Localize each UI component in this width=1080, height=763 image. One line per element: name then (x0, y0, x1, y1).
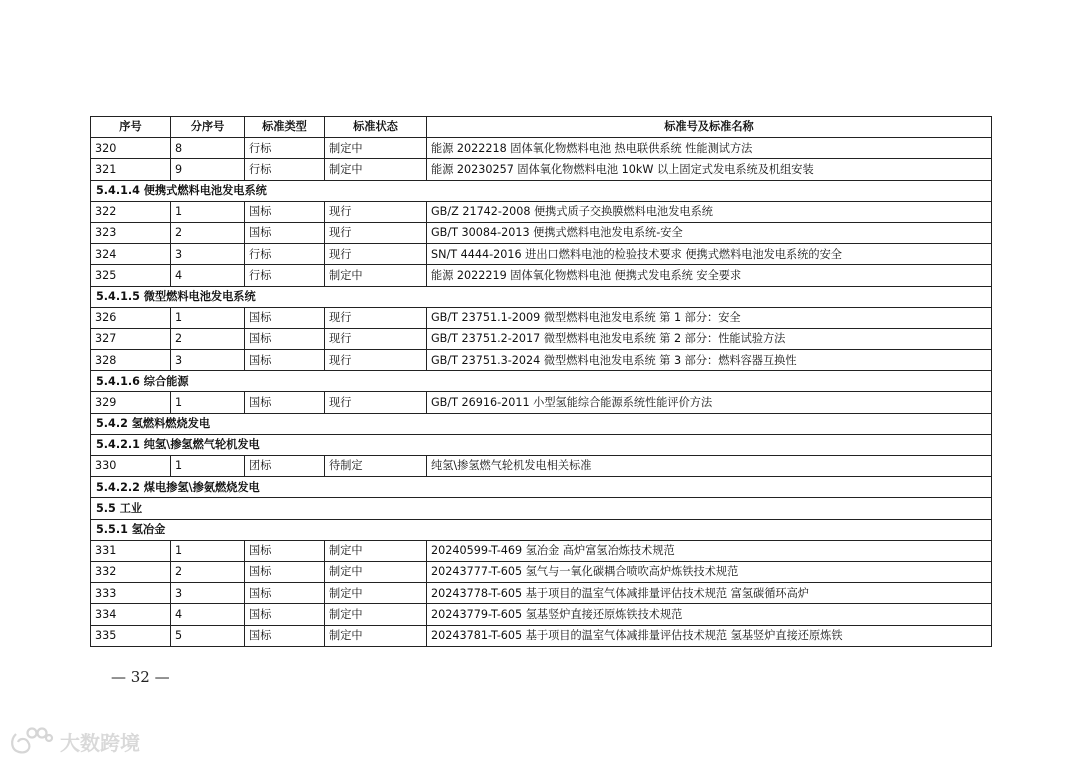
cell-subseq: 1 (171, 456, 245, 477)
cell-standard-name: 20243778-T-605 基于项目的温室气体减排量评估技术规范 富氢碳循环高炉 (427, 583, 992, 604)
table-row (91, 625, 992, 646)
cell-type: 国标 (245, 222, 325, 243)
cell-status: 现行 (325, 244, 427, 265)
table-row (91, 159, 992, 180)
cell-type: 国标 (245, 561, 325, 582)
section-heading: 5.5 工业 (91, 498, 992, 519)
cell-subseq: 1 (171, 540, 245, 561)
cell-status: 现行 (325, 350, 427, 371)
standards-table (90, 116, 992, 647)
header-type: 标准类型 (245, 117, 325, 138)
cell-subseq: 2 (171, 328, 245, 349)
cell-seq: 333 (91, 583, 171, 604)
table-row (91, 561, 992, 582)
cell-status: 制定中 (325, 138, 427, 159)
cell-type: 国标 (245, 201, 325, 222)
cell-type: 国标 (245, 307, 325, 328)
cell-status: 现行 (325, 328, 427, 349)
cell-status: 制定中 (325, 265, 427, 286)
cell-status: 待制定 (325, 456, 427, 477)
page-number: — 32 — (111, 668, 170, 686)
cell-standard-name: 能源 20230257 固体氧化物燃料电池 10kW 以上固定式发电系统及机组安装 (427, 159, 992, 180)
cell-type: 团标 (245, 456, 325, 477)
section-heading: 5.4.2.1 纯氢\掺氢燃气轮机发电 (91, 434, 992, 455)
cell-standard-name: 20243781-T-605 基于项目的温室气体减排量评估技术规范 氢基竖炉直接还原炼铁 (427, 625, 992, 646)
header-status: 标准状态 (325, 117, 427, 138)
table-row (91, 392, 992, 413)
section-row (91, 434, 992, 455)
cell-standard-name: GB/T 23751.3-2024 微型燃料电池发电系统 第 3 部分：燃料容器互换性 (427, 350, 992, 371)
cell-seq: 326 (91, 307, 171, 328)
cell-standard-name: 20243779-T-605 氢基竖炉直接还原炼铁技术规范 (427, 604, 992, 625)
cell-subseq: 3 (171, 583, 245, 604)
cell-seq: 335 (91, 625, 171, 646)
table-header-row (91, 117, 992, 138)
cell-status: 现行 (325, 392, 427, 413)
watermark (8, 726, 140, 756)
cell-subseq: 1 (171, 392, 245, 413)
section-row (91, 498, 992, 519)
section-heading: 5.5.1 氢冶金 (91, 519, 992, 540)
cell-status: 制定中 (325, 583, 427, 604)
table-row (91, 583, 992, 604)
cell-standard-name: SN/T 4444-2016 进出口燃料电池的检验技术要求 便携式燃料电池发电系统的安全 (427, 244, 992, 265)
table-row (91, 328, 992, 349)
cell-seq: 322 (91, 201, 171, 222)
cell-seq: 328 (91, 350, 171, 371)
cell-type: 国标 (245, 625, 325, 646)
cell-standard-name: 20243777-T-605 氢气与一氧化碳耦合喷吹高炉炼铁技术规范 (427, 561, 992, 582)
cell-subseq: 9 (171, 159, 245, 180)
cell-seq: 325 (91, 265, 171, 286)
cell-status: 现行 (325, 307, 427, 328)
cell-standard-name: GB/T 30084-2013 便携式燃料电池发电系统-安全 (427, 222, 992, 243)
section-row (91, 519, 992, 540)
table-row (91, 201, 992, 222)
cell-subseq: 1 (171, 201, 245, 222)
section-heading: 5.4.1.6 综合能源 (91, 371, 992, 392)
cell-status: 制定中 (325, 561, 427, 582)
cell-standard-name: GB/T 26916-2011 小型氢能综合能源系统性能评价方法 (427, 392, 992, 413)
cell-status: 制定中 (325, 159, 427, 180)
cell-seq: 331 (91, 540, 171, 561)
section-heading: 5.4.1.4 便携式燃料电池发电系统 (91, 180, 992, 201)
cell-seq: 334 (91, 604, 171, 625)
cell-status: 制定中 (325, 625, 427, 646)
header-seq: 序号 (91, 117, 171, 138)
cell-subseq: 5 (171, 625, 245, 646)
cell-type: 国标 (245, 540, 325, 561)
cell-standard-name: GB/Z 21742-2008 便携式质子交换膜燃料电池发电系统 (427, 201, 992, 222)
section-row (91, 413, 992, 434)
section-row (91, 180, 992, 201)
cell-subseq: 4 (171, 265, 245, 286)
section-heading: 5.4.2 氢燃料燃烧发电 (91, 413, 992, 434)
cell-status: 现行 (325, 222, 427, 243)
section-row (91, 286, 992, 307)
cell-status: 制定中 (325, 604, 427, 625)
cell-type: 行标 (245, 159, 325, 180)
cell-subseq: 3 (171, 244, 245, 265)
cell-standard-name: 能源 2022219 固体氧化物燃料电池 便携式发电系统 安全要求 (427, 265, 992, 286)
cell-seq: 321 (91, 159, 171, 180)
table-row (91, 350, 992, 371)
weibo-logo-icon (8, 726, 54, 756)
header-name: 标准号及标准名称 (427, 117, 992, 138)
cell-seq: 320 (91, 138, 171, 159)
section-row (91, 371, 992, 392)
table-row (91, 265, 992, 286)
cell-subseq: 1 (171, 307, 245, 328)
cell-seq: 324 (91, 244, 171, 265)
cell-subseq: 8 (171, 138, 245, 159)
cell-subseq: 2 (171, 222, 245, 243)
cell-standard-name: 能源 2022218 固体氧化物燃料电池 热电联供系统 性能测试方法 (427, 138, 992, 159)
section-heading: 5.4.1.5 微型燃料电池发电系统 (91, 286, 992, 307)
watermark-text: 大数跨境 (60, 730, 140, 755)
section-heading: 5.4.2.2 煤电掺氢\掺氨燃烧发电 (91, 477, 992, 498)
cell-type: 行标 (245, 244, 325, 265)
cell-standard-name: 纯氢\掺氢燃气轮机发电相关标准 (427, 456, 992, 477)
cell-type: 国标 (245, 583, 325, 604)
table-body (91, 138, 992, 647)
cell-type: 行标 (245, 265, 325, 286)
table-row (91, 138, 992, 159)
cell-type: 国标 (245, 328, 325, 349)
cell-seq: 329 (91, 392, 171, 413)
cell-type: 国标 (245, 350, 325, 371)
table-row (91, 307, 992, 328)
table-row (91, 604, 992, 625)
cell-standard-name: GB/T 23751.2-2017 微型燃料电池发电系统 第 2 部分：性能试验方法 (427, 328, 992, 349)
table-row (91, 222, 992, 243)
cell-seq: 330 (91, 456, 171, 477)
cell-standard-name: 20240599-T-469 氢冶金 高炉富氢冶炼技术规范 (427, 540, 992, 561)
cell-seq: 323 (91, 222, 171, 243)
cell-subseq: 2 (171, 561, 245, 582)
cell-status: 现行 (325, 201, 427, 222)
cell-type: 国标 (245, 604, 325, 625)
table-row (91, 244, 992, 265)
section-row (91, 477, 992, 498)
cell-standard-name: GB/T 23751.1-2009 微型燃料电池发电系统 第 1 部分：安全 (427, 307, 992, 328)
cell-subseq: 4 (171, 604, 245, 625)
cell-seq: 327 (91, 328, 171, 349)
table-row (91, 456, 992, 477)
cell-status: 制定中 (325, 540, 427, 561)
cell-type: 行标 (245, 138, 325, 159)
cell-seq: 332 (91, 561, 171, 582)
cell-type: 国标 (245, 392, 325, 413)
cell-subseq: 3 (171, 350, 245, 371)
table-row (91, 540, 992, 561)
header-subseq: 分序号 (171, 117, 245, 138)
